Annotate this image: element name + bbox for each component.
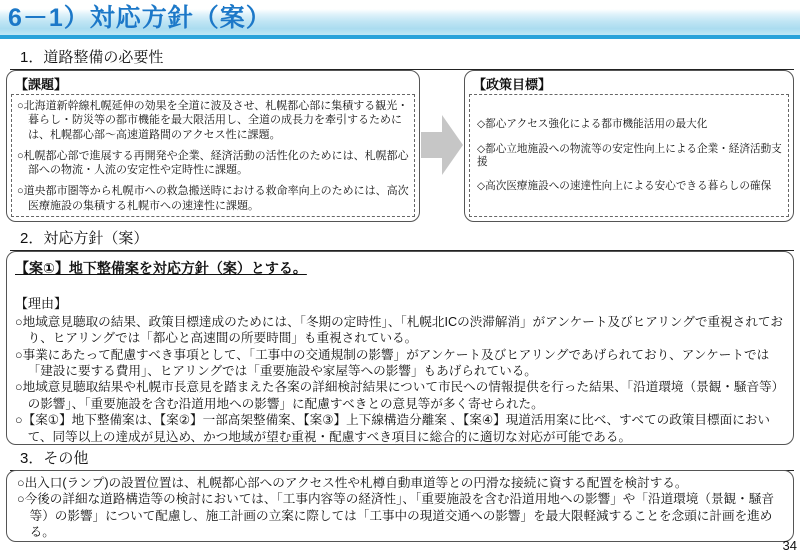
reason-item: ○地域意見聴取結果や札幌市長意見を踏まえた各案の詳細検討結果について市民への情報提供を行った結果、「沿道環境（景観・騒音等）の影響」、「重要施設を含む沿道用地への影響」に配慮すべきとの意見等が多く寄せられた。 xyxy=(15,380,778,411)
issues-list xyxy=(11,94,415,217)
issue-item: ○北海道新幹線札幌延伸の効果を全道に波及させ、札幌都心部に集積する観光・暮らし・防災等の都市機能を最大限活用し、全道の成長力を牽引するためには、札幌都心部～高速道路間のアクセス性に課題。 xyxy=(17,100,409,141)
other-item: ○出入口(ランプ)の設置位置は、札幌都心部へのアクセス性や札樽自動車道等との円滑な接続に資する配置を検討する。 xyxy=(17,476,688,490)
section2-heading: 2．対応方針（案） xyxy=(10,227,794,251)
reason-item: ○事業にあたって配慮すべき事項として、「工事中の交通規制の影響」がアンケート及びヒアリングであげられており、アンケートでは「建設に要する費用」、ヒアリングでは「重要施設や家屋等への影響」もあげられている。 xyxy=(15,347,770,379)
proposal-statement: 【案①】地下整備案を対応方針（案）とする。 xyxy=(15,260,307,276)
issue-item: ○札幌都心部で進展する再開発や企業、経済活動の活性化のためには、札幌都心部への物流・人流の安定性や定時性に課題。 xyxy=(17,149,409,177)
page-title: 6－1）対応方針（案） xyxy=(8,4,272,32)
policy-goal-item: ◇都心アクセス強化による都市機能活用の最大化 xyxy=(477,118,708,131)
reason-list xyxy=(15,314,783,445)
policy-goals-list xyxy=(469,94,789,217)
issue-item: ○道央都市圏等から札幌市への救急搬送時における救命率向上のためには、高次医療施設の集積する札幌市への速達性に課題。 xyxy=(17,185,409,212)
other-box xyxy=(6,470,794,542)
right-arrow-icon xyxy=(421,113,463,177)
issues-box xyxy=(6,70,420,222)
policy-goal-item: ◇高次医療施設への速達性向上による安心できる暮らしの確保 xyxy=(477,180,772,193)
reason-item: ○【案①】地下整備案は、【案②】一部高架整備案、【案③】上下線構造分離案 、【案④】現道活用案に比べ、すべての政策目標面において、同等以上の達成が見込め、かつ地域が望む重視・配慮すべき項目に総合的に適切な対応が可能である。 xyxy=(15,413,770,444)
policy-goal-item: ◇都心立地施設への物流等の安定性向上による企業・経済活動支援 xyxy=(477,142,782,168)
section3-heading: 3．その他 xyxy=(10,447,794,471)
reason-item: ○地域意見聴取の結果、政策目標達成のためには、「冬期の定時性」、「札幌北ICの渋滞解消」がアンケート及びヒアリングで重視されており、ヒアリングでは「都心と高速間の所要時間」も重視されている。 xyxy=(15,315,784,346)
policy-goals-box xyxy=(464,70,794,222)
other-item: ○今後の詳細な道路構造等の検討においては、「工事内容等の経済性」、「重要施設を含む沿道用地への影響」や「沿道環境（景観・騒音等）の影響」について配慮し、施工計画の立案に際しては「工事中の現道交通への影響」を最大限軽減することを念頭に計画を進める。 xyxy=(17,492,774,540)
policy-goals-label: 【政策目標】 xyxy=(473,77,552,92)
section1-heading: 1．道路整備の必要性 xyxy=(10,46,794,70)
reason-label: 【理由】 xyxy=(15,296,68,311)
proposal-box xyxy=(6,251,794,445)
title-bar xyxy=(0,0,800,39)
page-number: 34 xyxy=(782,538,797,553)
issues-label: 【課題】 xyxy=(15,77,68,92)
